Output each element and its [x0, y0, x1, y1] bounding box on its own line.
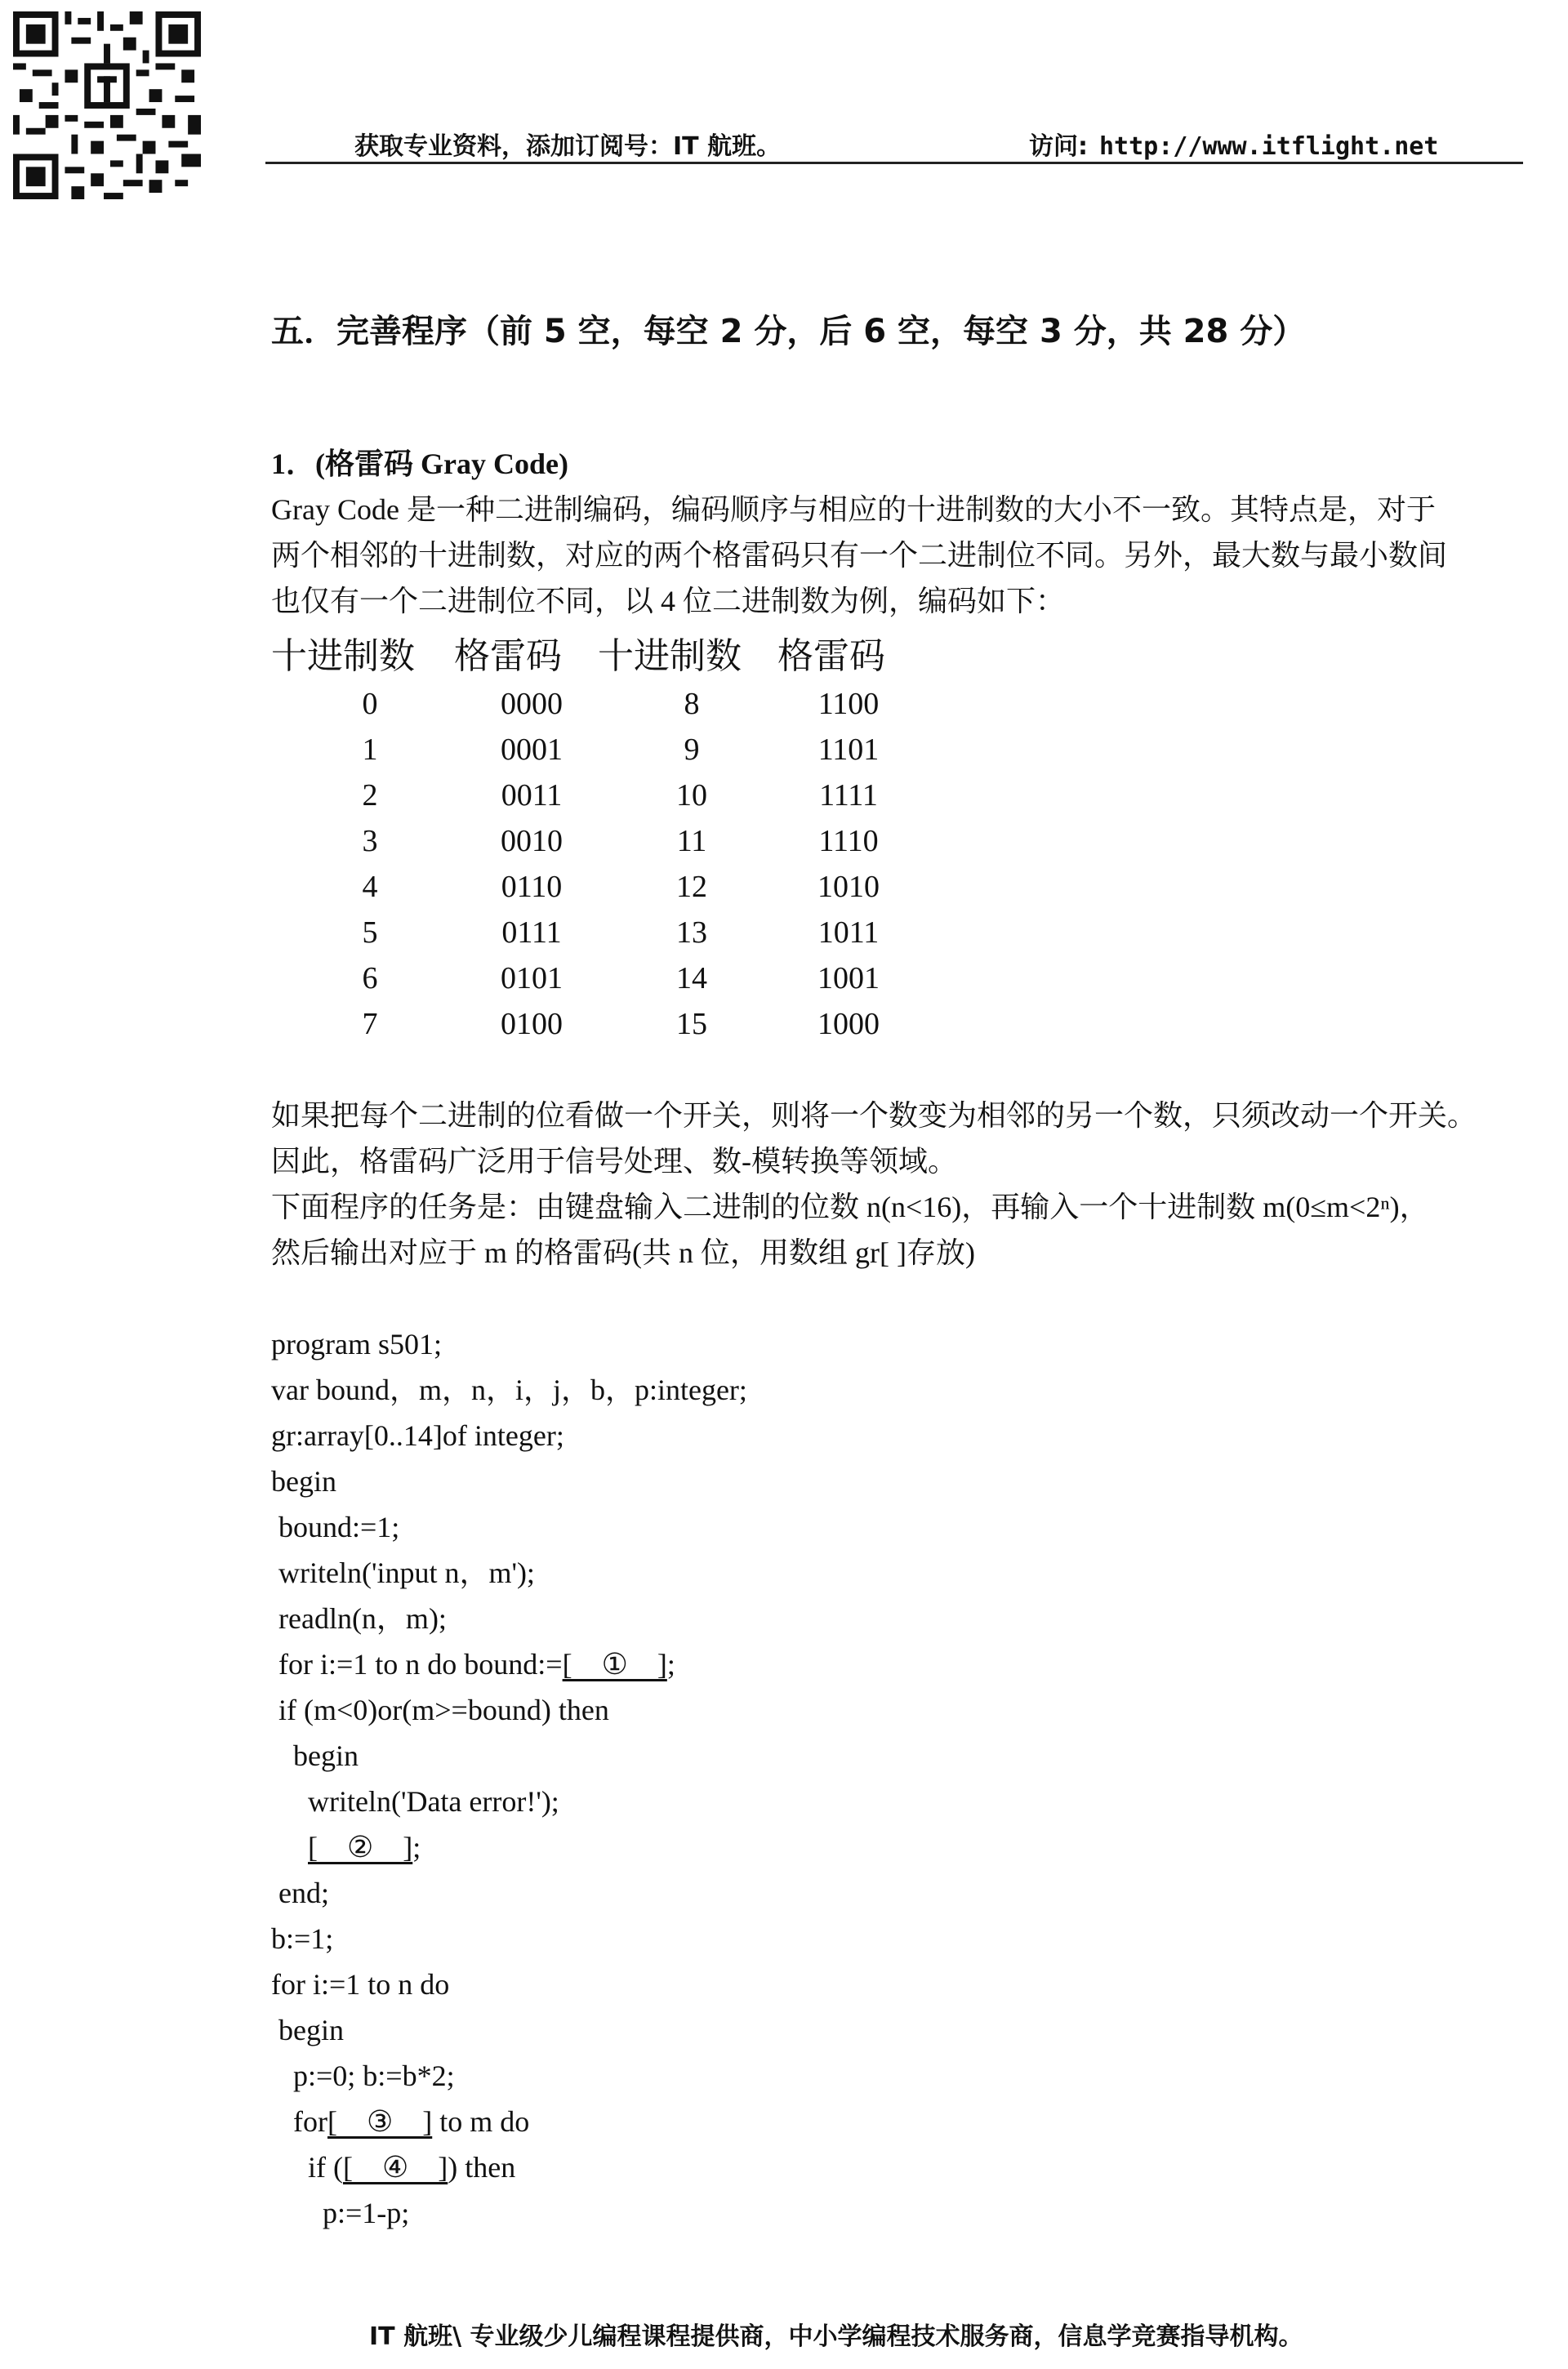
code-line — [271, 1367, 1521, 1413]
code-indent — [271, 1511, 278, 1543]
intro-line: Gray Code 是一种二进制编码，编码顺序与相应的十进制数的大小不一致。其特点是，对于 — [271, 493, 1436, 526]
code-line — [271, 2053, 1521, 2099]
code-indent — [271, 2105, 293, 2138]
code-text: for — [293, 2105, 327, 2138]
table-row — [271, 910, 1521, 955]
table-cell: 3 — [362, 824, 378, 858]
gray-code-table — [271, 632, 1521, 1047]
code-text: begin — [271, 1465, 336, 1498]
table-header-cell: 格雷码 — [454, 636, 562, 676]
table-cell: 14 — [676, 961, 707, 995]
code-text: for i:=1 to n do bound:= — [278, 1648, 563, 1681]
table-cell: 7 — [362, 1007, 378, 1041]
code-line — [271, 1596, 1521, 1641]
answer-blank[interactable]: [ ② ] — [308, 1831, 413, 1864]
section-title: 五．完善程序（前 5 空，每空 2 分，后 6 空，每空 3 分，共 28 分） — [271, 313, 1306, 350]
table-cell: 0101 — [501, 961, 563, 995]
code-indent — [271, 1648, 278, 1681]
table-row — [271, 955, 1521, 1001]
code-line — [271, 1458, 1521, 1504]
code-indent — [271, 2014, 278, 2046]
explanation-line: 如果把每个二进制的位看做一个开关，则将一个数变为相邻的另一个数，只须改动一个开关。 — [271, 1099, 1477, 1132]
intro-line: 两个相邻的十进制数，对应的两个格雷码只有一个二进制位不同。另外，最大数与最小数间 — [271, 539, 1448, 572]
code-after: ; — [666, 1648, 675, 1681]
table-cell: 6 — [362, 961, 378, 995]
table-row — [271, 727, 1521, 773]
table-body — [271, 681, 1521, 1047]
table-cell: 0000 — [501, 687, 563, 721]
explanation-line: 下面程序的任务是：由键盘输入二进制的位数 n(n<16)，再输入一个十进制数 m(0≤m<2ⁿ)， — [271, 1191, 1429, 1223]
code-line — [271, 1687, 1521, 1733]
code-text: begin — [293, 1739, 359, 1772]
code-text: begin — [278, 2014, 344, 2046]
table-cell: 0100 — [501, 1007, 563, 1041]
table-cell: 1 — [362, 733, 378, 767]
code-text: if ( — [308, 2151, 343, 2184]
table-header-cell: 十进制数 — [271, 636, 415, 676]
table-cell: 0010 — [501, 824, 563, 858]
code-text: writeln('Data error!'); — [308, 1785, 559, 1818]
code-line — [271, 1321, 1521, 1367]
code-indent — [271, 1739, 293, 1772]
code-text: var bound，m，n，i，j，b，p:integer; — [271, 1374, 747, 1406]
code-line — [271, 2099, 1521, 2144]
code-indent — [271, 1877, 278, 1909]
code-line — [271, 2190, 1521, 2236]
code-text: p:=1-p; — [323, 2197, 410, 2229]
code-line — [271, 1824, 1521, 1870]
table-row — [271, 1001, 1521, 1047]
table-cell: 15 — [676, 1007, 707, 1041]
table-cell: 1000 — [817, 1007, 880, 1041]
code-indent — [271, 1694, 278, 1726]
code-line — [271, 2144, 1521, 2190]
header-visit-label: 访问: — [1029, 132, 1088, 161]
code-line — [271, 1550, 1521, 1596]
table-cell: 2 — [362, 778, 378, 813]
explanation-line: 然后输出对应于 m 的格雷码(共 n 位，用数组 gr[ ]存放) — [271, 1236, 975, 1269]
table-cell: 1001 — [817, 961, 880, 995]
code-indent — [271, 1556, 278, 1589]
header-subscribe-text: 获取专业资料，添加订阅号：IT 航班。 — [354, 132, 782, 161]
code-line — [271, 1962, 1521, 2007]
code-text: bound:=1; — [278, 1511, 400, 1543]
pascal-code-block — [271, 1321, 1521, 2236]
table-row — [271, 681, 1521, 727]
code-after: ) then — [448, 2151, 516, 2184]
table-cell: 10 — [676, 778, 707, 813]
code-text: writeln('input n，m'); — [278, 1556, 535, 1589]
header-divider — [265, 162, 1523, 164]
code-text: if (m<0)or(m>=bound) then — [278, 1694, 609, 1726]
table-cell: 1111 — [819, 778, 878, 813]
table-cell: 1101 — [817, 733, 880, 767]
code-line — [271, 1779, 1521, 1824]
code-text: for i:=1 to n do — [271, 1968, 450, 2001]
question-title: 1．(格雷码 Gray Code) — [271, 448, 568, 480]
code-line — [271, 1733, 1521, 1779]
code-line — [271, 1916, 1521, 1962]
header-url-link[interactable]: http://www.itflight.net — [1099, 132, 1439, 161]
code-text: b:=1; — [271, 1922, 334, 1955]
code-line — [271, 1870, 1521, 1916]
code-text: program s501; — [271, 1328, 442, 1360]
table-cell: 4 — [362, 870, 378, 904]
table-cell: 0110 — [501, 870, 563, 904]
code-line — [271, 1641, 1521, 1687]
table-cell: 8 — [684, 687, 700, 721]
table-header-cell: 十进制数 — [598, 636, 742, 676]
code-after: to m do — [432, 2105, 530, 2138]
answer-blank[interactable]: [ ④ ] — [342, 2151, 448, 2184]
table-cell: 5 — [362, 915, 378, 950]
code-indent — [271, 1785, 308, 1818]
table-cell: 0111 — [501, 915, 562, 950]
table-cell: 0 — [362, 687, 378, 721]
code-text: gr:array[0..14]of integer; — [271, 1419, 564, 1452]
table-cell: 0011 — [501, 778, 563, 813]
table-row — [271, 818, 1521, 864]
code-indent — [271, 2151, 308, 2184]
code-line — [271, 1413, 1521, 1458]
question-content — [271, 441, 1521, 2236]
table-cell: 1110 — [818, 824, 879, 858]
table-cell: 1010 — [817, 870, 880, 904]
table-cell: 12 — [676, 870, 707, 904]
intro-line: 也仅有一个二进制位不同，以 4 位二进制数为例，编码如下： — [271, 585, 1066, 617]
footer-text: IT 航班\ 专业级少儿编程课程提供商，中小学编程技术服务商，信息学竞赛指导机构。 — [369, 2322, 1303, 2351]
table-cell: 11 — [676, 824, 707, 858]
table-row — [271, 773, 1521, 818]
code-line — [271, 2007, 1521, 2053]
code-text: readln(n，m); — [278, 1602, 447, 1635]
table-cell: 1011 — [817, 915, 880, 950]
table-cell: 13 — [676, 915, 707, 950]
code-line — [271, 1504, 1521, 1550]
code-text: p:=0; b:=b*2; — [293, 2060, 455, 2092]
explanation-line: 因此，格雷码广泛用于信号处理、数-模转换等领域。 — [271, 1145, 957, 1178]
header-visit — [1029, 126, 1438, 162]
code-indent — [271, 1602, 278, 1635]
code-indent — [271, 2197, 323, 2229]
table-cell: 1100 — [817, 687, 880, 721]
table-cell: 0001 — [501, 733, 563, 767]
table-row — [271, 864, 1521, 910]
table-header-cell: 格雷码 — [777, 636, 885, 676]
code-indent — [271, 1831, 308, 1864]
qr-code-image — [13, 11, 201, 199]
code-after: ; — [412, 1831, 421, 1864]
table-header-row — [271, 632, 1521, 681]
code-text: end; — [278, 1877, 329, 1909]
table-cell: 9 — [684, 733, 700, 767]
code-indent — [271, 2060, 293, 2092]
answer-blank[interactable]: [ ③ ] — [327, 2105, 433, 2138]
answer-blank[interactable]: [ ① ] — [562, 1648, 667, 1681]
